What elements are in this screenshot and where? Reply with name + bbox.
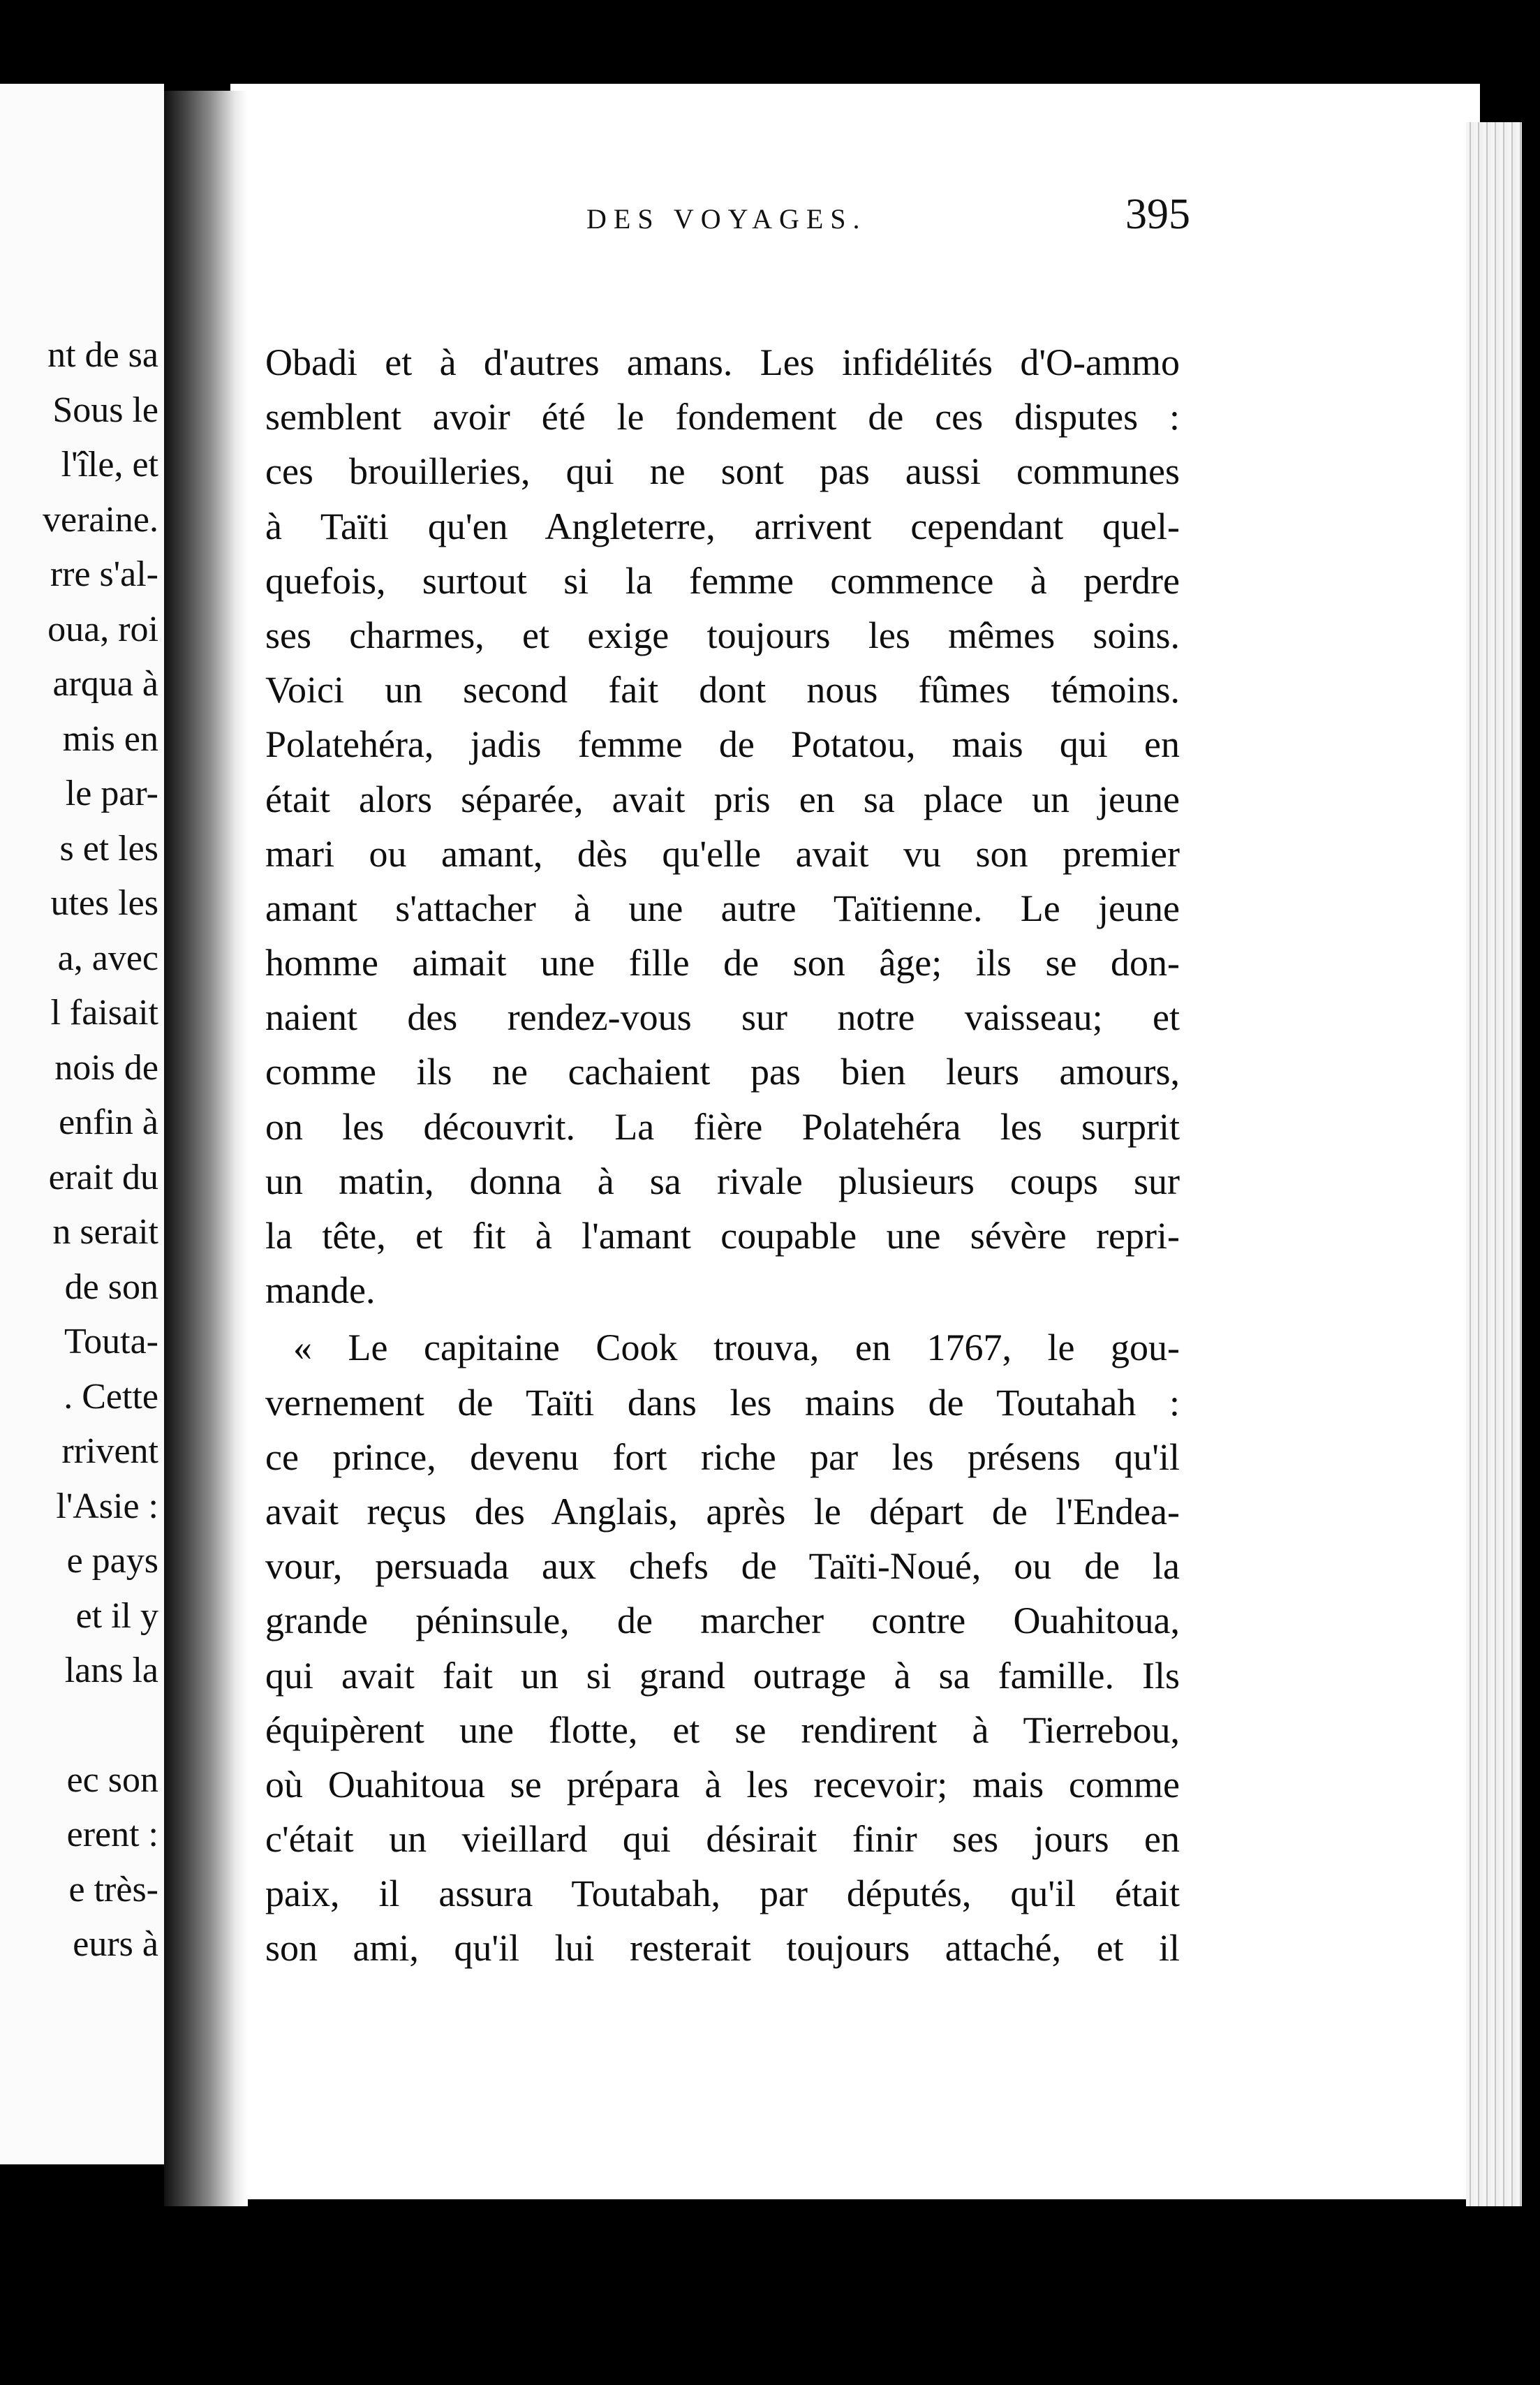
text-line: naient des rendez-vous sur notre vaisseau; et [265, 996, 1180, 1039]
text-line: la tête, et fit à l'amant coupable une sévère repri- [265, 1215, 1180, 1257]
left-line: arqua à [52, 664, 158, 704]
text-line: avait reçus des Anglais, après le départ de l'Endea- [265, 1490, 1180, 1533]
text-line: était alors séparée, avait pris en sa place un jeune [265, 778, 1180, 820]
text-line: un matin, donna à sa rivale plusieurs coups sur [265, 1160, 1180, 1202]
text-line: Polatehéra, jadis femme de Potatou, mais qui en [265, 723, 1180, 766]
left-line: e pays [66, 1541, 158, 1581]
text-line: son ami, qu'il lui resterait toujours attaché, et il [265, 1927, 1180, 1970]
left-line: l'île, et [61, 445, 158, 485]
left-line: e très- [68, 1869, 158, 1910]
text-line: mande. [265, 1269, 376, 1312]
left-line: rrivent [61, 1431, 158, 1471]
page-number: 395 [1125, 191, 1190, 238]
text-line: à Taïti qu'en Angleterre, arrivent cependant quel- [265, 505, 1180, 547]
left-line: et il y [75, 1595, 158, 1636]
left-line: utes les [50, 883, 158, 923]
text-line: qui avait fait un si grand outrage à sa famille. Ils [265, 1654, 1180, 1697]
left-line: le par- [65, 774, 158, 813]
left-line: enfin à [59, 1102, 158, 1142]
text-line: « Le capitaine Cook trouva, en 1767, le gou- [293, 1327, 1180, 1369]
left-line: erent : [66, 1815, 158, 1854]
text-line: quefois, surtout si la femme commence à perdre [265, 559, 1180, 602]
left-line-gap [43, 1699, 158, 1753]
text-line: ses charmes, et exige toujours les mêmes soins. [265, 614, 1180, 656]
text-line: Voici un second fait dont nous fûmes témoins. [265, 669, 1180, 711]
text-line: ce prince, devenu fort riche par les présens qu'il [265, 1435, 1180, 1478]
text-line: mari ou amant, dès qu'elle avait vu son premier [265, 832, 1180, 875]
page-edges [1466, 122, 1522, 2206]
left-line: erait du [48, 1157, 158, 1197]
text-line: paix, il assura Toutabah, par députés, qu'il était [265, 1873, 1180, 1915]
paragraph [265, 1320, 1180, 1975]
left-line: l faisait [50, 993, 158, 1033]
body-text [265, 335, 1180, 1976]
left-line: lans la [64, 1651, 158, 1690]
running-title: DES VOYAGES. [586, 203, 867, 235]
text-line: homme aimait une fille de son âge; ils se don- [265, 942, 1180, 984]
text-line: semblent avoir été le fondement de ces disputes : [265, 396, 1180, 438]
text-line: équipèrent une flotte, et se rendirent à Tierrebou, [265, 1708, 1180, 1751]
paragraph [265, 335, 1180, 1317]
book-gutter-shadow [164, 91, 248, 2206]
text-line: Obadi et à d'autres amans. Les infidélités d'O-ammo [265, 341, 1180, 383]
text-line: vernement de Taïti dans les mains de Toutahah : [265, 1381, 1180, 1424]
left-line: eurs à [73, 1924, 158, 1964]
left-line: oua, roi [47, 609, 158, 649]
text-line: on les découvrit. La fière Polatehéra les surprit [265, 1105, 1180, 1148]
left-line: de son [64, 1267, 158, 1307]
left-line: nois de [54, 1047, 158, 1088]
left-line: nt de sa [47, 335, 158, 375]
left-line: rre s'al- [50, 554, 158, 594]
left-line: n serait [52, 1212, 158, 1252]
left-line: mis en [62, 718, 158, 759]
text-line: grande péninsule, de marcher contre Ouahitoua, [265, 1600, 1180, 1642]
left-line: a, avec [57, 938, 158, 978]
left-line: . Cette [64, 1376, 158, 1417]
left-page [0, 84, 164, 2164]
left-page-text-fragments [43, 328, 158, 1972]
text-line: vour, persuada aux chefs de Taïti-Noué, ou de la [265, 1545, 1180, 1588]
text-line: ces brouilleries, qui ne sont pas aussi communes [265, 450, 1180, 493]
text-line: amant s'attacher à une autre Taïtienne. Le jeune [265, 887, 1180, 929]
running-head [353, 191, 1190, 251]
left-line: Sous le [52, 390, 158, 430]
left-line: Touta- [64, 1322, 158, 1361]
left-line: l'Asie : [56, 1486, 158, 1526]
text-line: où Ouahitoua se prépara à les recevoir; mais comme [265, 1763, 1180, 1806]
left-line: veraine. [42, 499, 158, 540]
left-line: ec son [66, 1759, 158, 1800]
text-line: c'était un vieillard qui désirait finir ses jours en [265, 1818, 1180, 1861]
text-line: comme ils ne cachaient pas bien leurs amours, [265, 1051, 1180, 1093]
left-line: s et les [59, 828, 158, 869]
